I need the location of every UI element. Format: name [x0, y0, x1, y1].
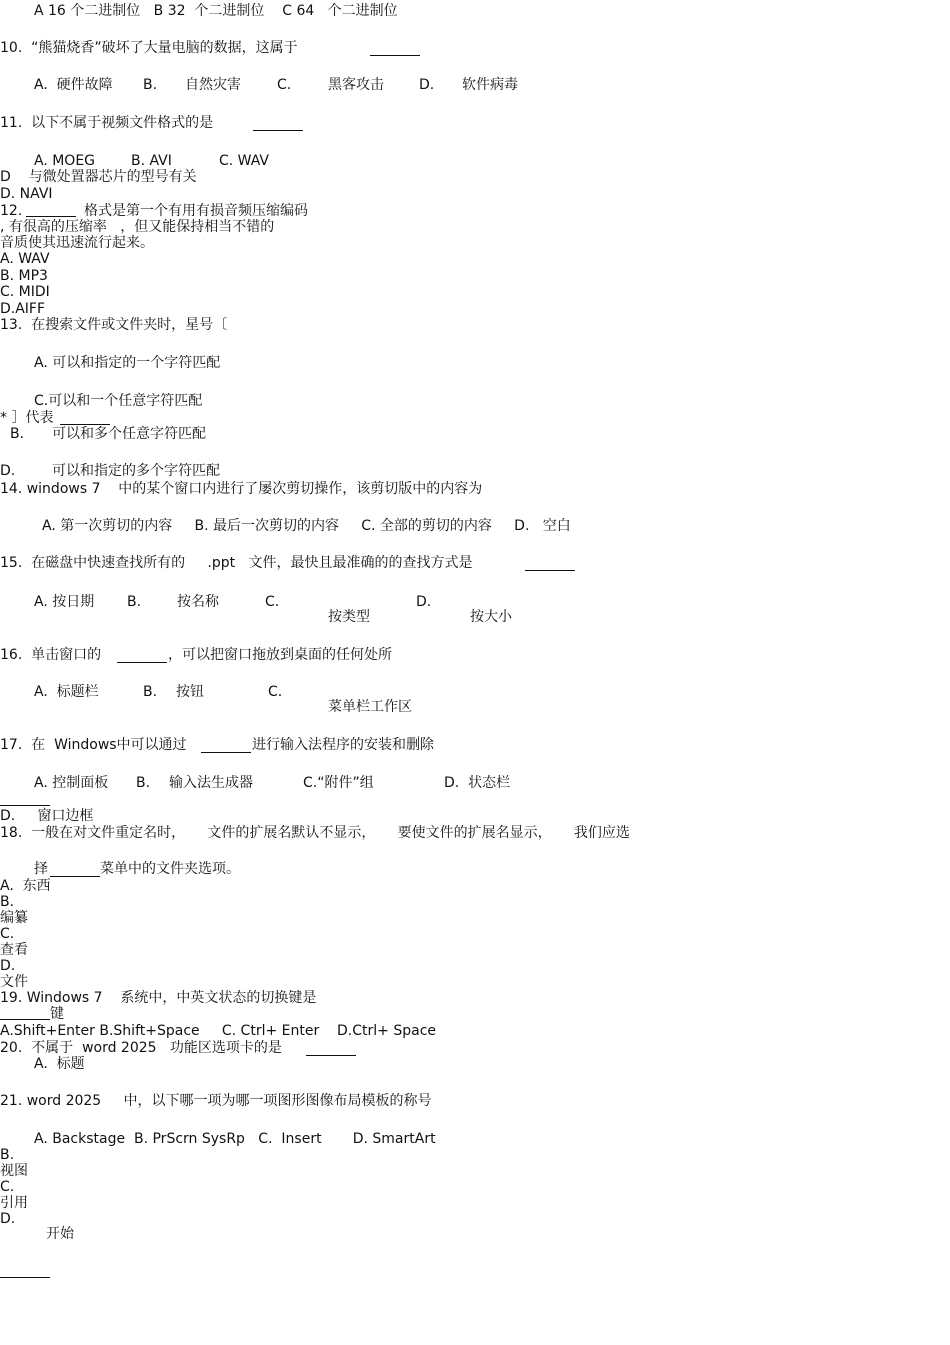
q13-option-c: C.可以和一个任意字符匹配 [34, 393, 203, 409]
q14-stem: 14. windows 7 中的某个窗口内进行了屡次剪切操作，该剪切版中的内容为 [0, 481, 483, 497]
q17-option-d: D. 状态栏 [444, 775, 511, 791]
q12-option-a: A. WAV [0, 251, 50, 267]
q11-option-c: C. WAV [219, 153, 270, 169]
q13-option-b-text: 可以和多个任意字符匹配 [52, 426, 206, 442]
q11-answer-blank [253, 130, 303, 131]
q16-option-b-text: 按钮 [176, 684, 204, 700]
q10-option-d-text: 软件病毒 [462, 77, 518, 93]
q16-option-c-letter: C. [268, 684, 283, 700]
q20-option-b-letter: B. [0, 1147, 15, 1163]
q12-number: 12. [0, 203, 23, 219]
q17-option-b-text: 输入法生成器 [169, 775, 253, 791]
q12-answer-blank [26, 216, 76, 217]
q13-stem-continued: * ］代表 [0, 410, 54, 426]
q20-option-d-letter: D. [0, 1211, 16, 1227]
q16-stem-part2: ，可以把窗口拖放到桌面的任何处所 [168, 647, 392, 663]
q16-option-b-letter: B. [143, 684, 158, 700]
q15-option-a: A. 按日期 [34, 594, 95, 610]
q18-stem-part2: 择 [34, 861, 48, 877]
q11-stem: 11. 以下不属于视频文件格式的是 [0, 115, 214, 131]
q18-option-b-letter: B. [0, 894, 15, 910]
q15-option-b-text: 按名称 [177, 594, 219, 610]
stray-answer-blank [0, 805, 50, 806]
q18-stem: 18. 一般在对文件重定名时， 文件的扩展名默认不显示， 要使文件的扩展名显示， 我们应选 [0, 825, 630, 841]
q12-stem-line2: , 有很高的压缩率 ，但又能保持相当不错的 [0, 219, 275, 235]
q15-option-c-letter: C. [265, 594, 280, 610]
q15-option-c-text: 按类型 [328, 609, 370, 625]
q18-option-d-text: 文件 [0, 974, 28, 990]
q10-option-d-letter: D. [419, 77, 435, 93]
q15-option-d-text: 按大小 [470, 609, 512, 625]
q12-stem: 格式是第一个有用有损音频压缩编码 [84, 203, 308, 219]
q13-answer-blank [60, 424, 110, 425]
q20-option-d-text: 开始 [46, 1226, 74, 1242]
q19-answer-blank [0, 1019, 50, 1020]
q21-answer-blank [0, 1277, 50, 1278]
q17-option-b-letter: B. [136, 775, 151, 791]
q13-option-a: A. 可以和指定的一个字符匹配 [34, 355, 221, 371]
q20-option-b-text: 视图 [0, 1163, 28, 1179]
q17-stem-part1: 17. 在 Windows中可以通过 [0, 737, 187, 753]
q12-option-b: B. MP3 [0, 268, 48, 284]
q13-option-b-letter: B. [10, 426, 25, 442]
q18-option-a: A. 东西 [0, 878, 51, 894]
q20-stem: 20. 不属于 word 2025 功能区选项卡的是 [0, 1040, 282, 1056]
q16-option-c-text: 菜单栏工作区 [328, 699, 412, 715]
q19-options-line: A.Shift+Enter B.Shift+Space C. Ctrl+ Enter D.Ctrl+ Space [0, 1023, 437, 1039]
q16-stem-part1: 16. 单击窗口的 [0, 647, 102, 663]
q15-option-b-letter: B. [127, 594, 142, 610]
q18-stem-part3: 菜单中的文件夹选项。 [100, 861, 240, 877]
q15-answer-blank [525, 570, 575, 571]
q10-option-b-letter: B. [143, 77, 158, 93]
q15-stem: 15. 在磁盘中快速查找所有的 .ppt 文件，最快且最准确的的查找方式是 [0, 555, 473, 571]
q16-answer-blank [117, 662, 167, 663]
q18-option-b-text: 编纂 [0, 910, 28, 926]
q10-option-c-letter: C. [277, 77, 292, 93]
q17-stem-part2: 进行输入法程序的安装和删除 [252, 737, 434, 753]
q13-option-d-letter: D. [0, 463, 16, 479]
q17-option-c: C.“附件”组 [303, 775, 374, 791]
q18-option-d-letter: D. [0, 958, 16, 974]
q11-option-d: D. NAVI [0, 186, 53, 202]
q21-stem: 21. word 2025 中，以下哪一项为哪一项图形图像布局模板的称号 [0, 1093, 432, 1109]
q12-option-d: D.AIFF [0, 301, 46, 317]
q11-option-a: A. MOEG [34, 153, 96, 169]
stray-option-d: D. 窗口边框 [0, 808, 94, 824]
q19-stem-suffix: 键 [50, 1006, 64, 1022]
q10-answer-blank [370, 55, 420, 56]
q20-option-c-letter: C. [0, 1179, 15, 1195]
q15-option-d-letter: D. [416, 594, 432, 610]
q12-option-c: C. MIDI [0, 284, 50, 300]
q18-answer-blank [50, 876, 100, 877]
q12-stem-line3: 音质使其迅速流行起来。 [0, 235, 154, 251]
q10-option-a: A. 硬件故障 [34, 77, 113, 93]
q17-answer-blank [201, 752, 251, 753]
q10-stem: 10. “熊猫烧香”破坏了大量电脑的数据，这属于 [0, 40, 298, 56]
q20-option-a: A. 标题 [34, 1056, 85, 1072]
q13-stem: 13. 在搜索文件或文件夹时，星号〔 [0, 317, 228, 333]
q14-options-line: A. 第一次剪切的内容 B. 最后一次剪切的内容 C. 全部的剪切的内容 D. 空白 [42, 518, 571, 534]
q13-option-d-text: 可以和指定的多个字符匹配 [52, 463, 220, 479]
q18-option-c-text: 查看 [0, 942, 28, 958]
q20-option-c-text: 引用 [0, 1195, 28, 1211]
q19-stem: 19. Windows 7 系统中，中英文状态的切换键是 [0, 990, 317, 1006]
q10-option-b-text: 自然灾害 [185, 77, 241, 93]
stray-option-text: D 与微处置器芯片的型号有关 [0, 169, 197, 185]
q18-option-c-letter: C. [0, 926, 15, 942]
q17-option-a: A. 控制面板 [34, 775, 109, 791]
q9-options-line: A 16 个二进制位 B 32 个二进制位 C 64 个二进制位 [34, 3, 398, 19]
q11-option-b: B. AVI [131, 153, 172, 169]
q21-options-line: A. Backstage B. PrScrn SysRp C. Insert D. SmartArt [34, 1131, 436, 1147]
q10-option-c-text: 黑客攻击 [328, 77, 384, 93]
q20-answer-blank [306, 1055, 356, 1056]
q16-option-a: A. 标题栏 [34, 684, 99, 700]
